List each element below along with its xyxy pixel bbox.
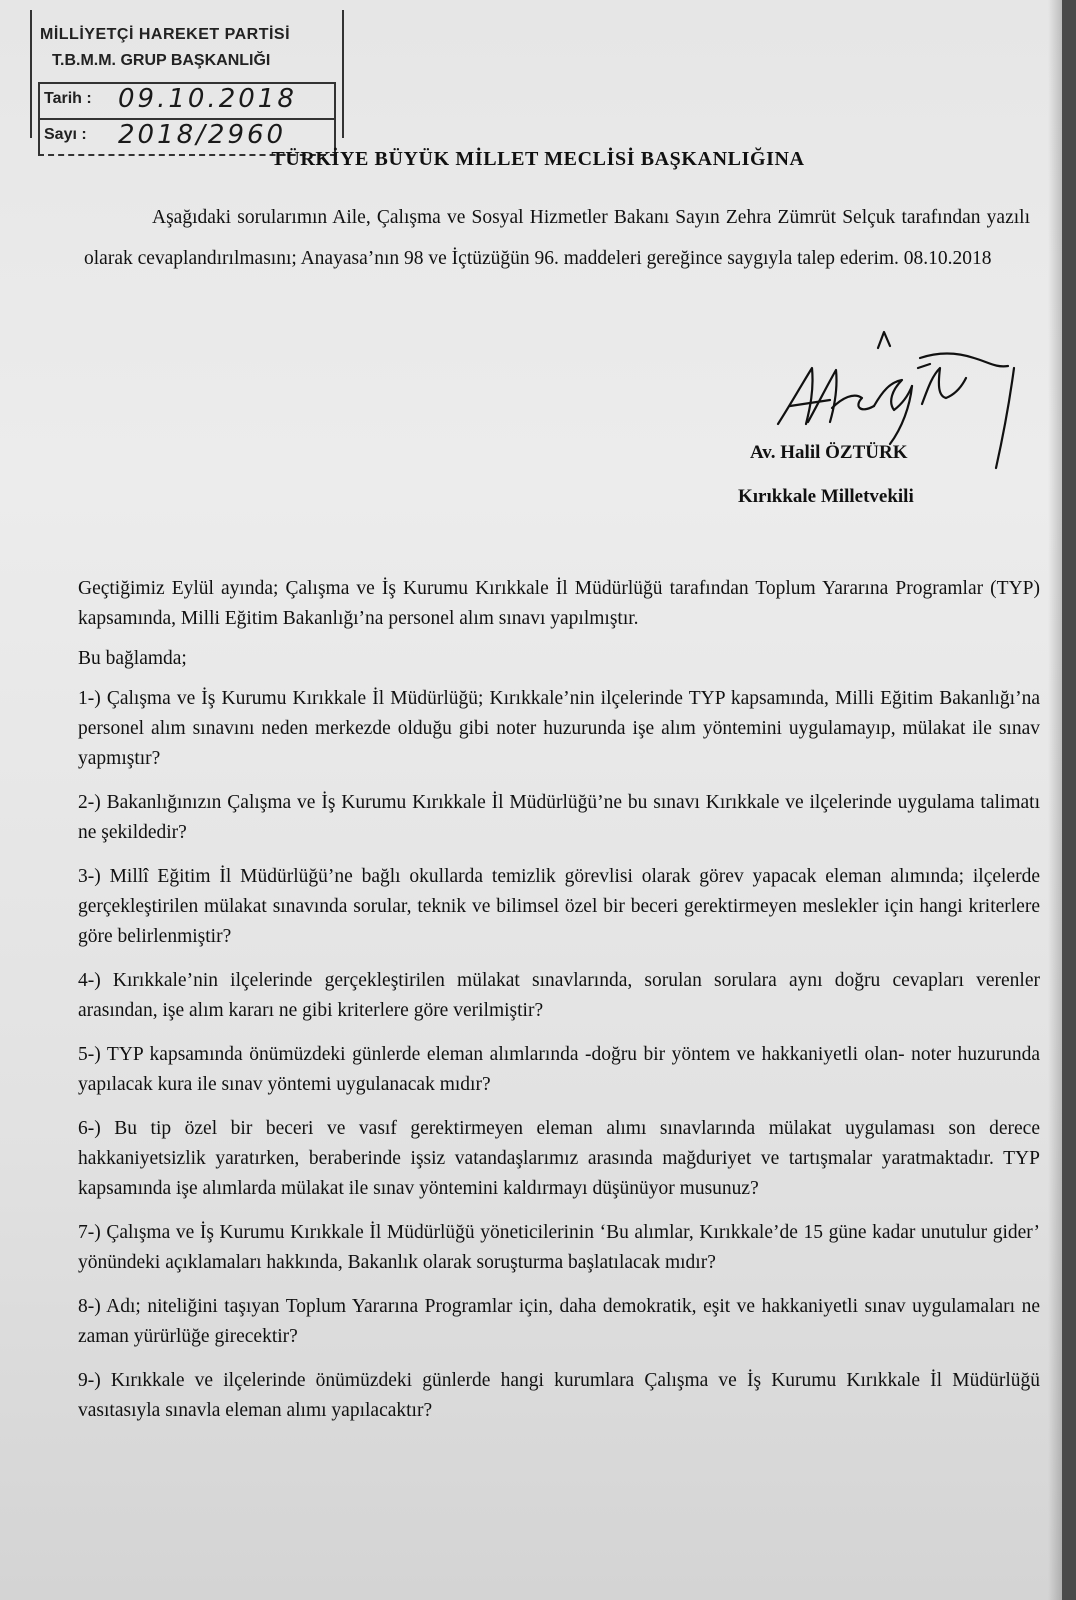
question-item: 9-) Kırıkkale ve ilçelerinde önümüzdeki günlerde hangi kurumlara Çalışma ve İş Kurumu Kırıkkale İl Müdürlüğü vasıtasıyla sınavla eleman alımı yapılacaktır? <box>78 1370 1040 1421</box>
stamp-number-label: Sayı : <box>44 126 87 143</box>
stamp-number-value: 2018/2960 <box>118 120 287 150</box>
stamp-party-name: MİLLİYETÇİ HAREKET PARTİSİ <box>40 26 291 43</box>
lead-paragraph: Geçtiğimiz Eylül ayında; Çalışma ve İş Kurumu Kırıkkale İl Müdürlüğü tarafından Toplum Yararına Programlar (TYP) kapsamında, Milli Eğitim Bakanlığı’na personel alım sınavı yapılmıştır. <box>78 578 1040 629</box>
stamp-date-value: 09.10.2018 <box>118 84 297 114</box>
stamp-date-label: Tarih : <box>44 90 92 107</box>
party-stamp <box>30 10 344 150</box>
question-item: 7-) Çalışma ve İş Kurumu Kırıkkale İl Müdürlüğü yöneticilerinin ‘Bu alımlar, Kırıkkale’de 15 güne kadar unutulur gider’ yönündeki açıklamaları hakkında, Bakanlık olarak soruşturma başlatılacak mıdır? <box>78 1222 1040 1273</box>
stamp-date-row <box>38 82 336 120</box>
question-item: 6-) Bu tip özel bir beceri ve vasıf gerektirmeyen eleman alımı sınavlarında mülakat uygulaması son derece hakkaniyetsizlik yaratırken, beraberinde işsiz vatandaşlarımız arasında mağduriyet ve tartışmalar yaratmaktadır. TYP kapsamında işe alımlarda mülakat ile sınav yöntemini kaldırmayı düşünüyor musunuz? <box>78 1118 1040 1199</box>
question-item: 4-) Kırıkkale’nin ilçelerinde gerçekleştirilen mülakat sınavlarında, sorulan sorulara aynı doğru cevapları verenler arasından, işe alım kararı ne gibi kriterlere göre verilmiştir? <box>78 970 1040 1021</box>
question-item: 5-) TYP kapsamında önümüzdeki günlerde eleman alımlarında -doğru bir yöntem ve hakkaniyetli olan- noter huzurunda yapılacak kura ile sınav yöntemi uygulanacak mıdır? <box>78 1044 1040 1095</box>
question-body <box>78 574 1040 1440</box>
signatory-name: Av. Halil ÖZTÜRK <box>750 442 908 463</box>
question-item: 1-) Çalışma ve İş Kurumu Kırıkkale İl Müdürlüğü; Kırıkkale’nin ilçelerinde TYP kapsamında, Milli Eğitim Bakanlığı’na personel alım sınavını neden merkezde olduğu gibi noter huzurunda işe alım yöntemini uygulamayıp, mülakat ile sınav yapmıştır? <box>78 688 1040 769</box>
document-title: TÜRKİYE BÜYÜK MİLLET MECLİSİ BAŞKANLIĞINA <box>271 148 805 170</box>
stamp-office-name: T.B.M.M. GRUP BAŞKANLIĞI <box>52 52 271 69</box>
question-item: 8-) Adı; niteliğini taşıyan Toplum Yararına Programlar için, daha demokratik, eşit ve hakkaniyetli sınav uygulamaları ne zaman yürürlüğe girecektir? <box>78 1296 1040 1347</box>
question-item: 3-) Millî Eğitim İl Müdürlüğü’ne bağlı okullarda temizlik görevlisi olarak görev yapacak eleman alımında; ilçelerde gerçekleştirilen mülakat sınavında sorular, teknik ve bilimsel özel bir beceri gerektirmeyen meslekler için hangi kriterlere göre belirlenmiştir? <box>78 866 1040 947</box>
intro-paragraph: Aşağıdaki sorularımın Aile, Çalışma ve Sosyal Hizmetler Bakanı Sayın Zehra Zümrüt Selçuk tarafından yazılı olarak cevaplandırılmasını; Anayasa’nın 98 ve İçtüzüğün 96. maddeleri gereğince saygıyla talep ederim. 08.10.2018 <box>84 207 1030 269</box>
context-line: Bu bağlamda; <box>78 648 187 669</box>
signatory-title: Kırıkkale Milletvekili <box>738 486 914 507</box>
question-item: 2-) Bakanlığınızın Çalışma ve İş Kurumu Kırıkkale İl Müdürlüğü’ne bu sınavı Kırıkkale ve ilçelerinde uygulama talimatı ne şekildedir? <box>78 792 1040 843</box>
